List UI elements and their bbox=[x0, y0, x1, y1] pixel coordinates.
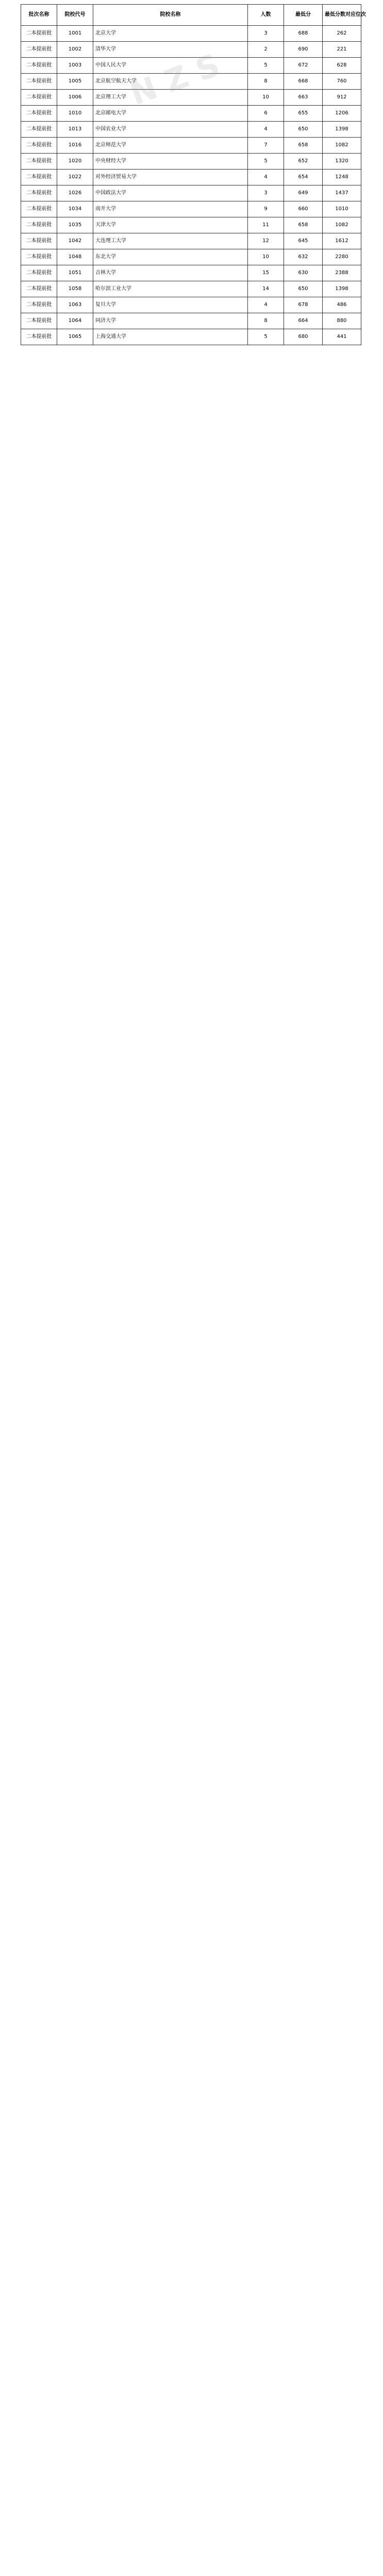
count-cell: 12 bbox=[248, 233, 284, 249]
min-score-cell: 658 bbox=[284, 138, 323, 154]
table-row bbox=[21, 201, 361, 217]
header-min-score: 最低分 bbox=[284, 5, 323, 26]
school-cell: 天津大学 bbox=[93, 217, 248, 233]
count-cell: 5 bbox=[248, 58, 284, 74]
count-cell: 5 bbox=[248, 329, 284, 345]
rank-cell: 2280 bbox=[323, 249, 361, 265]
min-score-cell: 650 bbox=[284, 281, 323, 297]
watermark: N Z S bbox=[125, 47, 225, 113]
batch-cell: 二本提前批 bbox=[21, 185, 57, 201]
batch-cell: 二本提前批 bbox=[21, 74, 57, 90]
table-row bbox=[21, 26, 361, 42]
min-score-cell: 690 bbox=[284, 42, 323, 58]
rank-cell: 1206 bbox=[323, 106, 361, 122]
count-cell: 2 bbox=[248, 42, 284, 58]
school-cell: 吉林大学 bbox=[93, 265, 248, 281]
rank-cell: 912 bbox=[323, 90, 361, 106]
rank-cell: 1437 bbox=[323, 185, 361, 201]
rank-cell: 1398 bbox=[323, 122, 361, 138]
table-row bbox=[21, 90, 361, 106]
school-cell: 中央财经大学 bbox=[93, 154, 248, 170]
code-cell: 1001 bbox=[57, 26, 93, 42]
school-cell: 清华大学 bbox=[93, 42, 248, 58]
min-score-cell: 688 bbox=[284, 26, 323, 42]
header-code: 院校代号 bbox=[57, 5, 93, 26]
count-cell: 6 bbox=[248, 106, 284, 122]
school-cell: 北京邮电大学 bbox=[93, 106, 248, 122]
header-school: 院校名称 bbox=[93, 5, 248, 26]
rank-cell: 1398 bbox=[323, 281, 361, 297]
table-row bbox=[21, 74, 361, 90]
rank-cell: 1248 bbox=[323, 170, 361, 185]
min-score-cell: 658 bbox=[284, 217, 323, 233]
rank-cell: 1082 bbox=[323, 138, 361, 154]
admission-table bbox=[21, 4, 366, 345]
table-row bbox=[21, 122, 361, 138]
table-row bbox=[21, 265, 361, 281]
school-cell: 哈尔滨工业大学 bbox=[93, 281, 248, 297]
batch-cell: 二本提前批 bbox=[21, 106, 57, 122]
min-score-cell: 650 bbox=[284, 122, 323, 138]
table-header-row bbox=[21, 5, 361, 26]
batch-cell: 二本提前批 bbox=[21, 233, 57, 249]
min-score-cell: 655 bbox=[284, 106, 323, 122]
school-cell: 南开大学 bbox=[93, 201, 248, 217]
min-score-cell: 654 bbox=[284, 170, 323, 185]
batch-cell: 二本提前批 bbox=[21, 42, 57, 58]
table-row bbox=[21, 297, 361, 313]
count-cell: 7 bbox=[248, 138, 284, 154]
min-score-cell: 663 bbox=[284, 90, 323, 106]
count-cell: 8 bbox=[248, 74, 284, 90]
code-cell: 1051 bbox=[57, 265, 93, 281]
min-score-cell: 668 bbox=[284, 74, 323, 90]
rank-cell: 760 bbox=[323, 74, 361, 90]
batch-cell: 二本提前批 bbox=[21, 249, 57, 265]
table-row bbox=[21, 329, 361, 345]
school-cell: 北京航空航天大学 bbox=[93, 74, 248, 90]
table-row bbox=[21, 185, 361, 201]
rank-cell: 628 bbox=[323, 58, 361, 74]
count-cell: 10 bbox=[248, 90, 284, 106]
admission-table-page bbox=[21, 4, 366, 345]
count-cell: 3 bbox=[248, 26, 284, 42]
code-cell: 1002 bbox=[57, 42, 93, 58]
batch-cell: 二本提前批 bbox=[21, 281, 57, 297]
count-cell: 9 bbox=[248, 201, 284, 217]
min-score-cell: 672 bbox=[284, 58, 323, 74]
count-cell: 11 bbox=[248, 217, 284, 233]
school-cell: 中国政法大学 bbox=[93, 185, 248, 201]
count-cell: 10 bbox=[248, 249, 284, 265]
code-cell: 1035 bbox=[57, 217, 93, 233]
rank-cell: 221 bbox=[323, 42, 361, 58]
code-cell: 1063 bbox=[57, 297, 93, 313]
table-row bbox=[21, 154, 361, 170]
school-cell: 同济大学 bbox=[93, 313, 248, 329]
table-row bbox=[21, 249, 361, 265]
code-cell: 1020 bbox=[57, 154, 93, 170]
school-cell: 中国农业大学 bbox=[93, 122, 248, 138]
rank-cell: 1010 bbox=[323, 201, 361, 217]
batch-cell: 二本提前批 bbox=[21, 58, 57, 74]
code-cell: 1042 bbox=[57, 233, 93, 249]
min-score-cell: 680 bbox=[284, 329, 323, 345]
code-cell: 1006 bbox=[57, 90, 93, 106]
school-cell: 北京师范大学 bbox=[93, 138, 248, 154]
count-cell: 3 bbox=[248, 185, 284, 201]
min-score-cell: 630 bbox=[284, 265, 323, 281]
count-cell: 4 bbox=[248, 297, 284, 313]
header-count: 人数 bbox=[248, 5, 284, 26]
school-cell: 北京大学 bbox=[93, 26, 248, 42]
batch-cell: 二本提前批 bbox=[21, 201, 57, 217]
school-cell: 大连理工大学 bbox=[93, 233, 248, 249]
table-row bbox=[21, 106, 361, 122]
code-cell: 1048 bbox=[57, 249, 93, 265]
rank-cell: 262 bbox=[323, 26, 361, 42]
min-score-cell: 664 bbox=[284, 313, 323, 329]
table-row bbox=[21, 170, 361, 185]
rank-cell: 441 bbox=[323, 329, 361, 345]
batch-cell: 二本提前批 bbox=[21, 297, 57, 313]
count-cell: 8 bbox=[248, 313, 284, 329]
batch-cell: 二本提前批 bbox=[21, 170, 57, 185]
rank-cell: 1612 bbox=[323, 233, 361, 249]
table-row bbox=[21, 217, 361, 233]
min-score-cell: 649 bbox=[284, 185, 323, 201]
table-row bbox=[21, 281, 361, 297]
code-cell: 1064 bbox=[57, 313, 93, 329]
code-cell: 1016 bbox=[57, 138, 93, 154]
batch-cell: 二本提前批 bbox=[21, 154, 57, 170]
table-row bbox=[21, 58, 361, 74]
school-cell: 上海交通大学 bbox=[93, 329, 248, 345]
count-cell: 5 bbox=[248, 154, 284, 170]
batch-cell: 二本提前批 bbox=[21, 138, 57, 154]
count-cell: 15 bbox=[248, 265, 284, 281]
rank-cell: 486 bbox=[323, 297, 361, 313]
rank-cell: 880 bbox=[323, 313, 361, 329]
min-score-cell: 678 bbox=[284, 297, 323, 313]
count-cell: 4 bbox=[248, 122, 284, 138]
code-cell: 1058 bbox=[57, 281, 93, 297]
count-cell: 4 bbox=[248, 170, 284, 185]
school-cell: 中国人民大学 bbox=[93, 58, 248, 74]
code-cell: 1065 bbox=[57, 329, 93, 345]
school-cell: 北京理工大学 bbox=[93, 90, 248, 106]
batch-cell: 二本提前批 bbox=[21, 122, 57, 138]
code-cell: 1013 bbox=[57, 122, 93, 138]
min-score-cell: 632 bbox=[284, 249, 323, 265]
rank-cell: 1320 bbox=[323, 154, 361, 170]
code-cell: 1034 bbox=[57, 201, 93, 217]
code-cell: 1010 bbox=[57, 106, 93, 122]
min-score-cell: 660 bbox=[284, 201, 323, 217]
table-row bbox=[21, 313, 361, 329]
table-row bbox=[21, 233, 361, 249]
batch-cell: 二本提前批 bbox=[21, 265, 57, 281]
table-row bbox=[21, 42, 361, 58]
min-score-cell: 652 bbox=[284, 154, 323, 170]
min-score-cell: 645 bbox=[284, 233, 323, 249]
header-rank: 最低分数对应位次 bbox=[323, 5, 361, 26]
batch-cell: 二本提前批 bbox=[21, 313, 57, 329]
school-cell: 对外经济贸易大学 bbox=[93, 170, 248, 185]
code-cell: 1005 bbox=[57, 74, 93, 90]
header-batch: 批次名称 bbox=[21, 5, 57, 26]
code-cell: 1003 bbox=[57, 58, 93, 74]
code-cell: 1022 bbox=[57, 170, 93, 185]
rank-cell: 1082 bbox=[323, 217, 361, 233]
school-cell: 东北大学 bbox=[93, 249, 248, 265]
count-cell: 14 bbox=[248, 281, 284, 297]
school-cell: 复旦大学 bbox=[93, 297, 248, 313]
batch-cell: 二本提前批 bbox=[21, 26, 57, 42]
code-cell: 1026 bbox=[57, 185, 93, 201]
batch-cell: 二本提前批 bbox=[21, 90, 57, 106]
batch-cell: 二本提前批 bbox=[21, 329, 57, 345]
batch-cell: 二本提前批 bbox=[21, 217, 57, 233]
rank-cell: 2388 bbox=[323, 265, 361, 281]
table-row bbox=[21, 138, 361, 154]
